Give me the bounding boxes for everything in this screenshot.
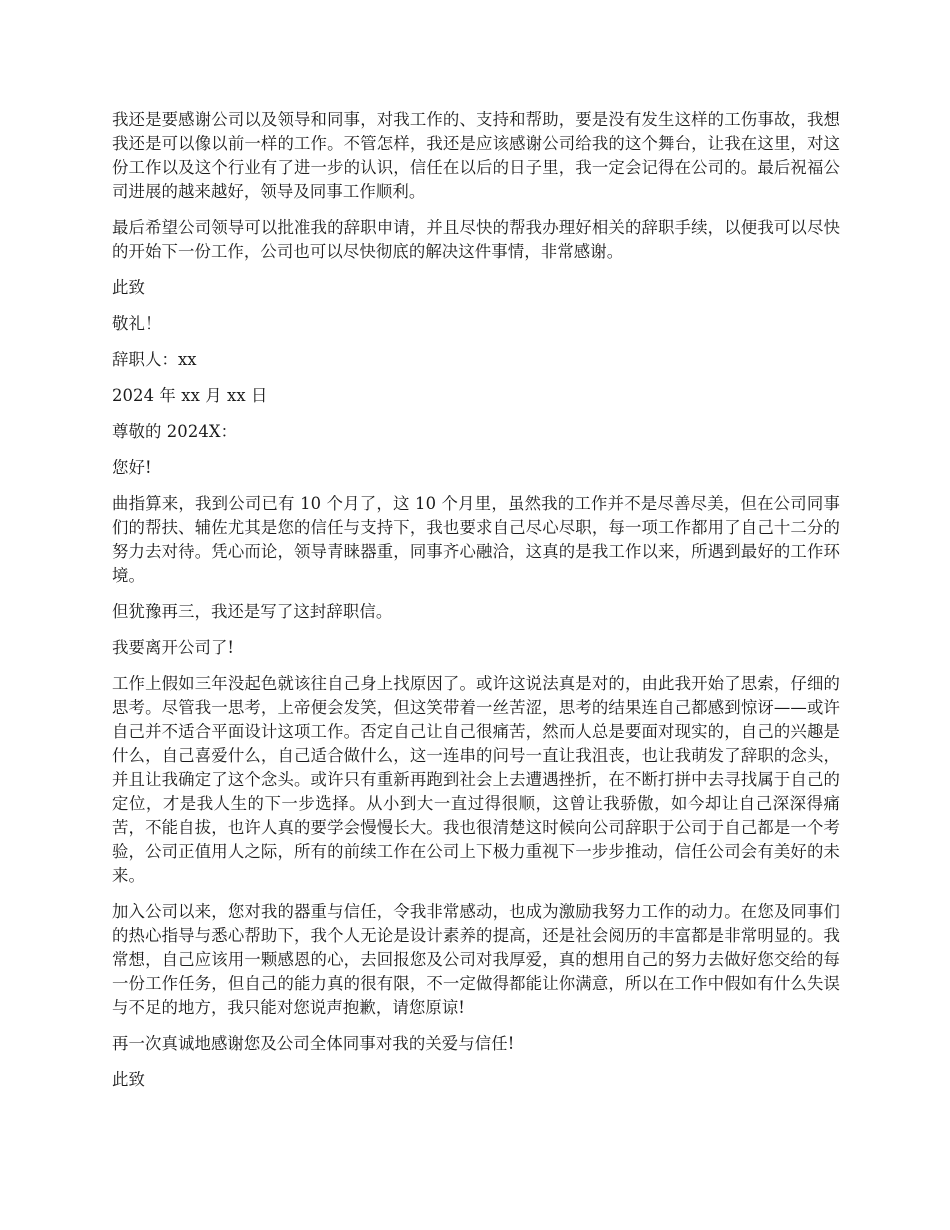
paragraph-gratitude: 加入公司以来，您对我的器重与信任，令我非常感动，也成为激励我努力工作的动力。在您及同事们的热心指导与悉心帮助下，我个人无论是设计素养的提高，还是社会阅历的丰富都是非常明显的。我常想，自己应该用一颗感恩的心，去回报您及公司对我厚爱，真的想用自己的努力去做好您交给的每一份工作任务，但自己的能力真的很有限，不一定做得都能让你满意，所以在工作中假如有什么失误与不足的地方，我只能对您说声抱歉，请您原谅!: [112, 902, 840, 1017]
paragraph-tenure: 曲指算来，我到公司已有 10 个月了，这 10 个月里，虽然我的工作并不是尽善尽美，但在公司同事们的帮扶、辅佐尤其是您的信任与支持下，我也要求自己尽心尽职，每一项工作都用了自己十二分的努力去对待。凭心而论，领导青睐器重，同事齐心融洽，这真的是我工作以来，所遇到最好的工作环境。: [112, 494, 840, 585]
date-line: 2024 年 xx 月 xx 日: [112, 386, 268, 405]
closing-salutation-2: 此致: [112, 1070, 145, 1089]
closing-respect: 敬礼！: [112, 314, 162, 333]
paragraph-leaving: 我要离开公司了!: [112, 638, 235, 657]
paragraph-final-thanks: 再一次真诚地感谢您及公司全体同事对我的关爱与信任!: [112, 1034, 515, 1053]
greeting-addressee: 尊敬的 2024X：: [112, 422, 238, 441]
paragraph-hesitation: 但犹豫再三，我还是写了这封辞职信。: [112, 602, 393, 621]
paragraph-thanks: 我还是要感谢公司以及领导和同事，对我工作的、支持和帮助，要是没有发生这样的工伤事故，我想我还是可以像以前一样的工作。不管怎样，我还是应该感谢公司给我的这个舞台，让我在这里，对这份工作以及这个行业有了进一步的认识，信任在以后的日子里，我一定会记得在公司的。最后祝福公司进展的越来越好，领导及同事工作顺利。: [112, 110, 840, 201]
document-page: [112, 108, 840, 1104]
closing-salutation: 此致: [112, 278, 145, 297]
paragraph-request: 最后希望公司领导可以批准我的辞职申请，并且尽快的帮我办理好相关的辞职手续，以便我可以尽快的开始下一份工作，公司也可以尽快彻底的解决这件事情，非常感谢。: [112, 218, 840, 261]
paragraph-reflection: 工作上假如三年没起色就该往自己身上找原因了。或许这说法真是对的，由此我开始了思索，仔细的思考。尽管我一思考，上帝便会发笑，但这笑带着一丝苦涩，思考的结果连自己都感到惊讶——或许自己并不适合平面设计这项工作。否定自己让自己很痛苦，然而人总是要面对现实的，自己的兴趣是什么，自己喜爱什么，自己适合做什么，这一连串的问号一直让我沮丧，也让我萌发了辞职的念头，并且让我确定了这个念头。或许只有重新再跑到社会上去遭遇挫折，在不断打拼中去寻找属于自己的定位，才是我人生的下一步选择。从小到大一直过得很顺，这曾让我骄傲，如今却让自己深深得痛苦，不能自拔，也许人真的要学会慢慢长大。我也很清楚这时候向公司辞职于公司于自己都是一个考验，公司正值用人之际，所有的前续工作在公司上下极力重视下一步步推动，信任公司会有美好的未来。: [112, 674, 840, 885]
greeting-hello: 您好!: [112, 458, 152, 477]
signature-line: 辞职人：xx: [112, 350, 197, 369]
